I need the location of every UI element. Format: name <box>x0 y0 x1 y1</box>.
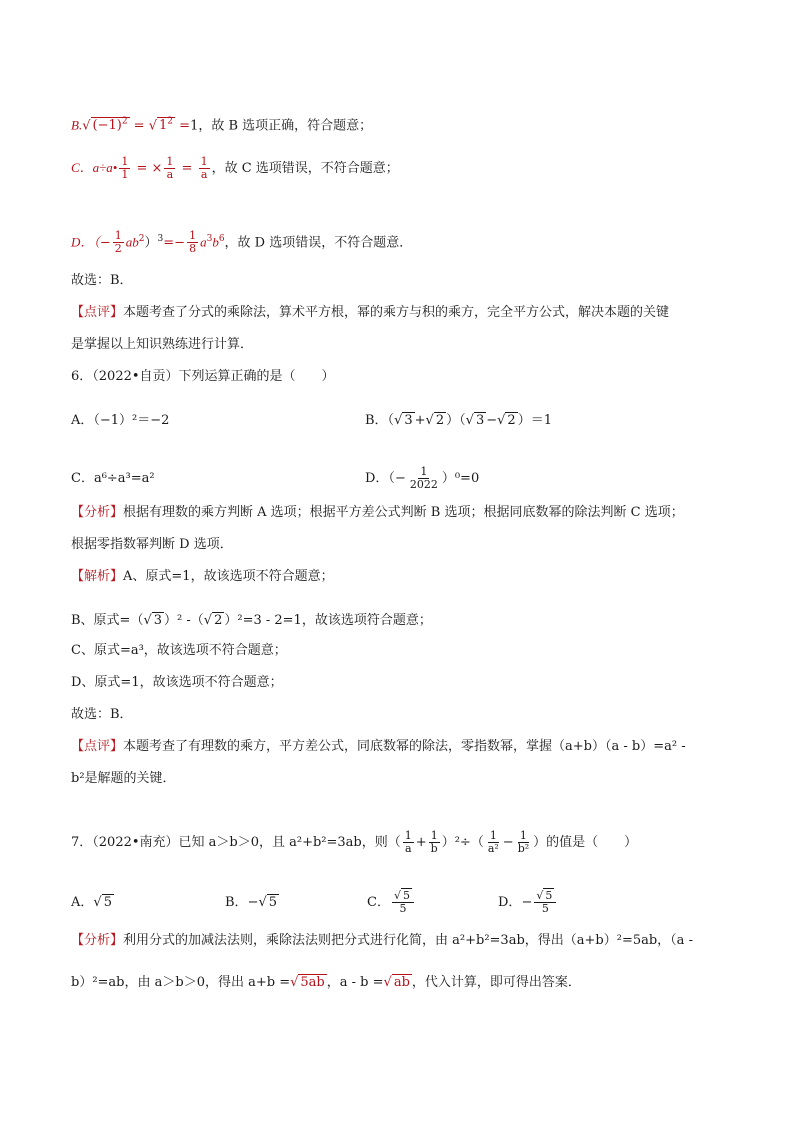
analysis-7-line-a: 【分析】利用分式的加减法法则，乘除法法则把分式进行化简，由 a²+b²=3ab，得出（a+b）²=5ab，（a - <box>71 933 693 948</box>
q6-option-c: C．a⁶÷a³=a² <box>71 471 155 486</box>
c-option-line: C．a÷a• $\frac{1}{1}$ = × $\frac{1}{a}$ = $\frac{1}{a}$ ，故 C 选项错误，不符合题意； <box>71 155 399 181</box>
analysis-6-line-b: 根据零指数幂判断 D 选项． <box>71 537 233 552</box>
comment-1-line-a: 【点评】本题考查了分式的乘除法，算术平方根，幂的乘方与积的乘方，完全平方公式，解决本题的关键 <box>71 305 670 320</box>
analysis-7-line-b: b）²=ab，由 a＞b＞0，得出 a+b =√ 5ab ，a - b =√ ab ，代入计算，即可得出答案． <box>71 975 581 990</box>
question-6: 6．（2022•自贡）下列运算正确的是（ ） <box>71 369 335 384</box>
choose-2: 故选：B． <box>71 707 133 722</box>
d-option-line: D．（− $\frac{1}{2}$ $ab^2)^3=-$ $\frac{1}{8}$ $a^3b^6$，故 D 选项错误，不符合题意． <box>71 229 413 256</box>
b-option-line: B.√ $(-1)^2$ = √ $1^2 =1$，故 B 选项正确，符合题意； <box>71 117 373 134</box>
comment-2-line-a: 【点评】本题考查了有理数的乘方，平方差公式，同底数幂的除法，零指数幂，掌握（a+b）（a - b）=a² - <box>71 739 686 754</box>
q7-option-c: C． $\frac{√ 5}{5}$ <box>367 890 416 915</box>
comment-2-line-b: b²是解题的关键． <box>71 771 176 786</box>
q7-option-b: B．−√ 5 <box>225 895 278 910</box>
question-7: 7．（2022•南充）已知 a＞b＞0，且 a²+b²=3ab，则（ $\frac{1}{a}$ + $\frac{1}{b}$ ）²÷（ $\frac{1}{\text{a²}}$ − $\frac{1}{\text{b²}}$ ）的值是（ ） <box>71 829 638 855</box>
solution-6-line-d: D、原式=1，故该选项不符合题意； <box>71 675 283 690</box>
analysis-6-line-a: 【分析】根据有理数的乘方判断 A 选项；根据平方差公式判断 B 选项；根据同底数幂的除法判断 C 选项； <box>71 505 684 520</box>
choose-1: 故选：B． <box>71 273 133 288</box>
q6-option-a: A．（−1）²＝−2 <box>71 413 170 428</box>
comment-1-line-b: 是掌握以上知识熟练进行计算． <box>71 337 254 352</box>
q7-option-d: D．− $\frac{√ 5}{5}$ <box>498 890 558 915</box>
q6-option-b: B．（√ 3 +√ 2 ）（√ 3 −√ 2 ）＝1 <box>365 413 552 428</box>
solution-6-line-c: C、原式=a³，故该选项不符合题意； <box>71 643 287 658</box>
q7-option-a: A．√ 5 <box>71 895 112 910</box>
q6-option-d: D．（− $\frac{1}{2022}$ ）⁰=0 <box>365 465 480 491</box>
solution-6-line-a: 【解析】A、原式=1，故该选项不符合题意； <box>71 569 334 584</box>
solution-6-line-b: B、原式=（√ 3 ）² -（√ 2 ）²=3 - 2=1，故该选项符合题意； <box>71 613 432 628</box>
